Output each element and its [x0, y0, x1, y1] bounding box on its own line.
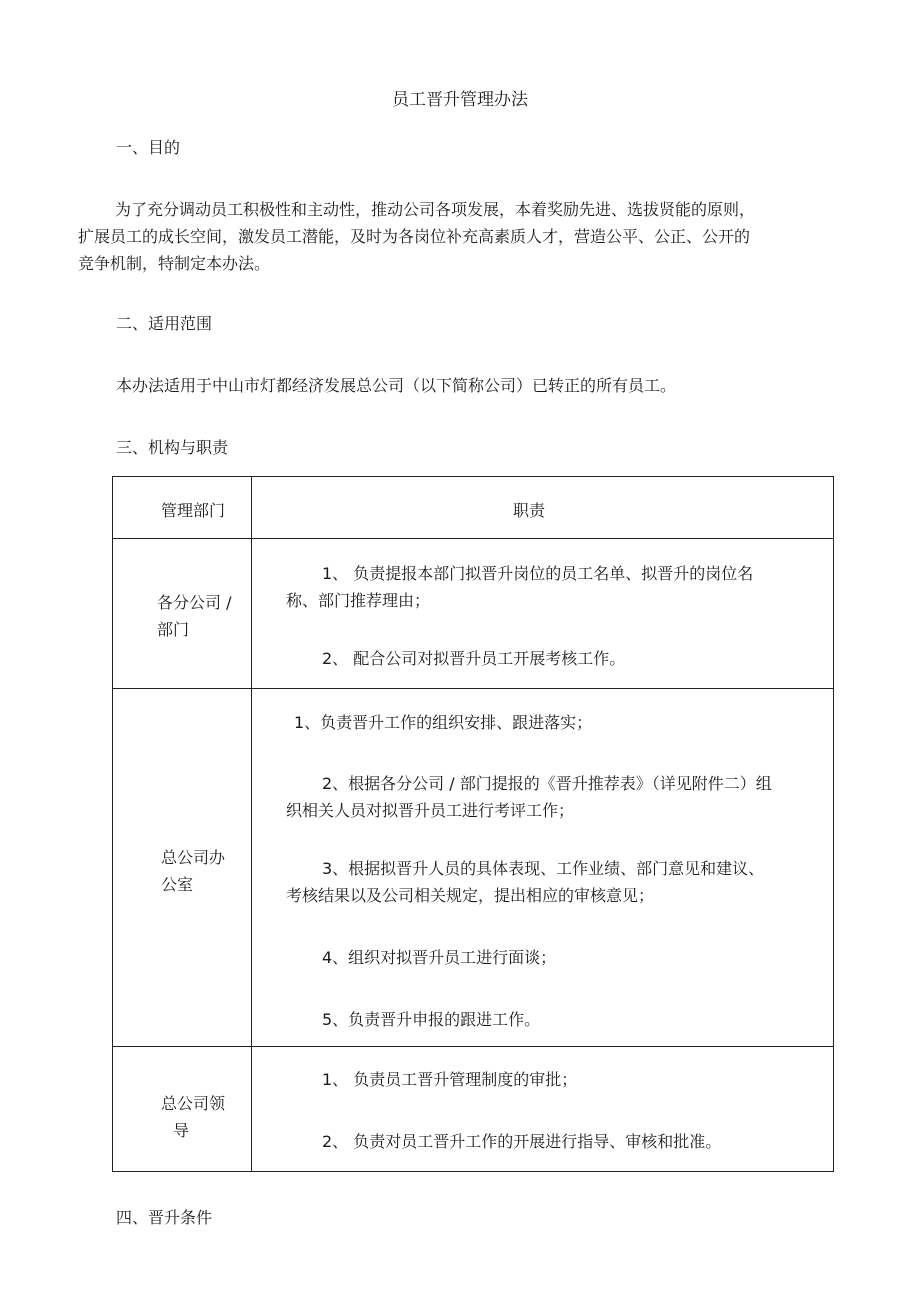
page-title: 员工晋升管理办法 — [392, 90, 528, 110]
row2-dept — [161, 844, 225, 898]
section-4-heading: 四、晋升条件 — [116, 1208, 213, 1227]
row-divider — [113, 538, 833, 539]
dept-line: 总公司领 — [161, 1094, 226, 1113]
duty-line: 2、根据各分公司 / 部门提报的《晋升推荐表》（详见附件二）组 — [322, 774, 772, 793]
dept-line: 部门 — [157, 620, 190, 639]
dept-line: 公室 — [161, 875, 194, 894]
row-divider — [113, 1046, 833, 1047]
row1-dept — [157, 589, 231, 643]
table-header-dept: 管理部门 — [161, 501, 226, 520]
row3-duty-1: 1、 负责员工晋升管理制度的审批； — [322, 1070, 578, 1089]
row1-duty-1 — [286, 560, 753, 614]
row2-duty-4: 4、组织对拟晋升员工进行面谈； — [322, 948, 557, 967]
section-1-paragraph — [78, 196, 823, 277]
row3-duty-2: 2、 负责对员工晋升工作的开展进行指导、审核和批准。 — [322, 1132, 722, 1151]
dept-line: 总公司办 — [161, 848, 226, 867]
row1-duty-2: 2、 配合公司对拟晋升员工开展考核工作。 — [322, 649, 626, 668]
row2-duty-5: 5、负责晋升申报的跟进工作。 — [322, 1010, 541, 1029]
duties-table — [112, 476, 834, 1172]
duty-line: 称、部门推荐理由； — [286, 591, 431, 610]
section-3-heading: 三、机构与职责 — [116, 438, 229, 457]
duty-line: 考核结果以及公司相关规定，提出相应的审核意见； — [286, 886, 655, 905]
table-header-duty: 职责 — [513, 501, 546, 520]
row2-duty-2 — [286, 770, 772, 824]
dept-line: 导 — [173, 1121, 190, 1140]
duty-line: 3、根据拟晋升人员的具体表现、工作业绩、部门意见和建议、 — [322, 859, 765, 878]
duty-line: 织相关人员对拟晋升员工进行考评工作； — [286, 801, 575, 820]
row2-duty-3 — [286, 855, 764, 909]
row2-duty-1: 1、负责晋升工作的组织安排、跟进落实； — [294, 713, 593, 732]
paragraph-line: 为了充分调动员工积极性和主动性，推动公司各项发展，本着奖励先进、选拔贤能的原则， — [115, 200, 756, 219]
row-divider — [113, 688, 833, 689]
paragraph-line: 竞争机制，特制定本办法。 — [78, 254, 271, 273]
section-2-heading: 二、适用范围 — [116, 314, 213, 333]
section-2-text: 本办法适用于中山市灯都经济发展总公司（以下简称公司）已转正的所有员工。 — [116, 376, 677, 395]
section-1-heading: 一、目的 — [116, 138, 181, 157]
duty-line: 1、 负责提报本部门拟晋升岗位的员工名单、拟晋升的岗位名 — [322, 564, 754, 583]
row3-dept — [161, 1090, 225, 1144]
dept-line: 各分公司 / — [157, 593, 232, 612]
paragraph-line: 扩展员工的成长空间，激发员工潜能，及时为各岗位补充高素质人才，营造公平、公正、公开的 — [78, 227, 751, 246]
column-divider — [251, 477, 252, 1171]
